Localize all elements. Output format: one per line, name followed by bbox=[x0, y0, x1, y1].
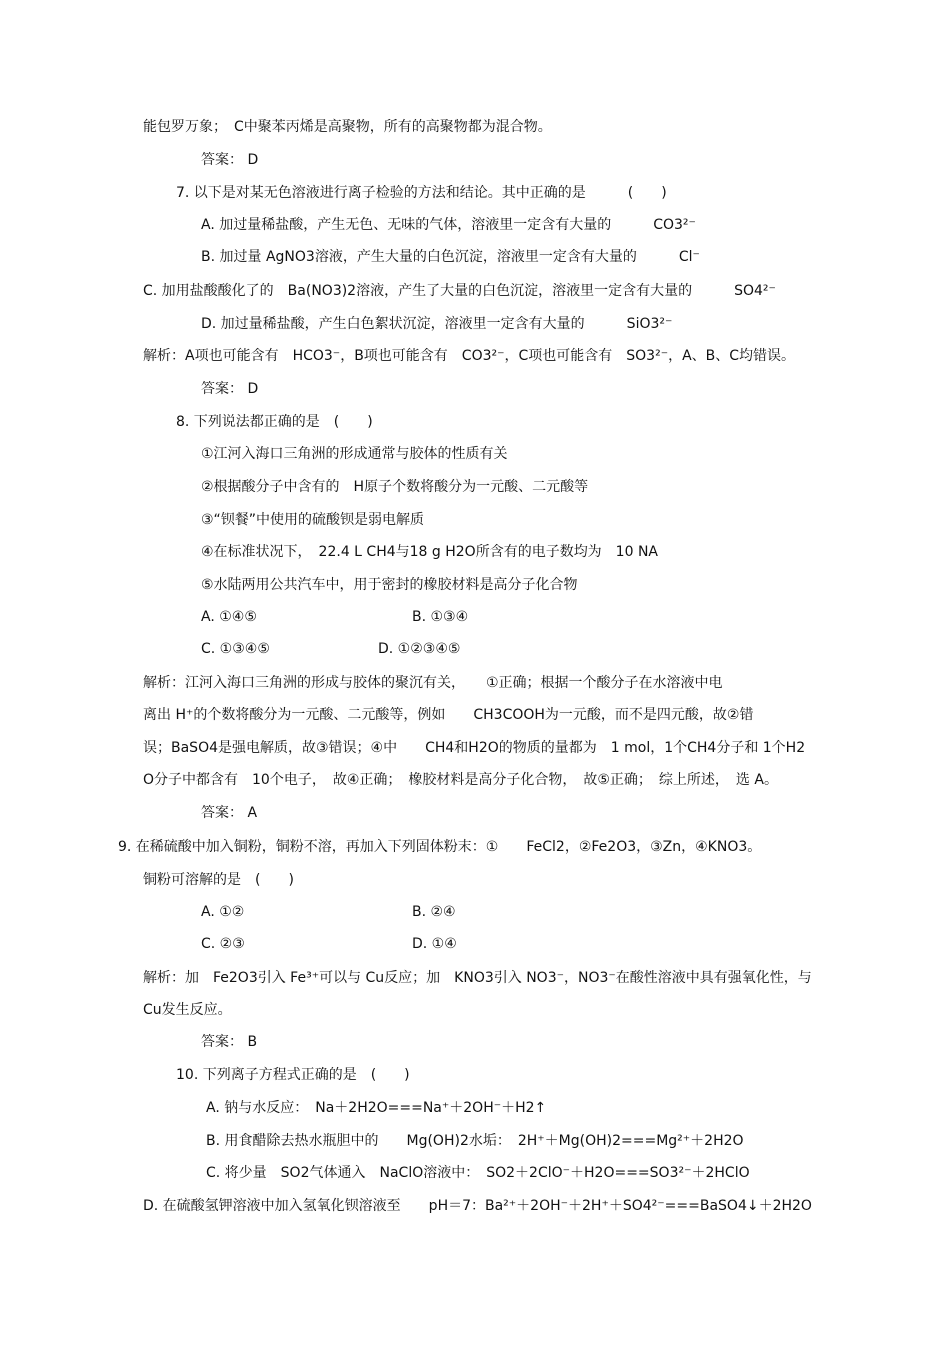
line-text: 解析：加 Fe2O3引入 Fe³⁺可以与 Cu反应；加 KNO3引入 NO3⁻，NO3⁻在酸性溶液中具有强氧化性，与 bbox=[143, 970, 812, 986]
line-text: C. 将少量 SO2气体通入 NaClO溶液中： SO2＋2ClO⁻＋H2O===SO3²⁻＋2HClO bbox=[206, 1165, 750, 1181]
line-text: B. 用食醋除去热水瓶胆中的 Mg(OH)2水垢： 2H⁺＋Mg(OH)2===Mg²⁺＋2H2O bbox=[206, 1133, 744, 1149]
option-a bbox=[201, 608, 257, 626]
line-text: D. ①④ bbox=[412, 936, 457, 952]
statement-2 bbox=[201, 478, 588, 496]
line-text: 答案： D bbox=[201, 152, 259, 168]
option-b bbox=[206, 1132, 744, 1150]
option-b bbox=[201, 248, 700, 266]
statement-3 bbox=[201, 511, 424, 529]
line-text: 7. 以下是对某无色溶液进行离子检验的方法和结论。其中正确的是 ( ) bbox=[176, 185, 667, 201]
text-line bbox=[143, 118, 571, 136]
line-text: 8. 下列说法都正确的是 ( ) bbox=[176, 414, 373, 430]
line-text: B. ②④ bbox=[412, 904, 456, 920]
line-text: 9. 在稀硫酸中加入铜粉，铜粉不溶，再加入下列固体粉末：① FeCl2，②Fe2O3，③Zn，④KNO3。 bbox=[118, 839, 762, 855]
answer-line bbox=[201, 1033, 257, 1051]
option-a bbox=[201, 903, 244, 921]
line-text: 答案： B bbox=[201, 1034, 258, 1050]
analysis-line bbox=[143, 771, 778, 789]
line-text: 能包罗万象； C中聚苯丙烯是高聚物，所有的高聚物都为混合物。 bbox=[143, 119, 552, 135]
line-text: 离出 H⁺的个数将酸分为一元酸、二元酸等，例如 CH3COOH为一元酸，而不是四元酸，故②错 bbox=[143, 707, 754, 723]
line-text: Cu发生反应。 bbox=[143, 1002, 232, 1018]
question-8-stem bbox=[176, 413, 373, 431]
line-text: 解析：江河入海口三角洲的形成与胶体的聚沉有关， ①正确；根据一个酸分子在水溶液中电 bbox=[143, 675, 723, 691]
analysis-line bbox=[143, 674, 723, 692]
question-9-stem bbox=[143, 871, 294, 889]
line-text: B. 加过量 AgNO3溶液，产生大量的白色沉淀，溶液里一定含有大量的 Cl⁻ bbox=[201, 249, 700, 265]
line-text: 10. 下列离子方程式正确的是 ( ) bbox=[176, 1067, 410, 1083]
line-text: O分子中都含有 10个电子， 故④正确； 橡胶材料是高分子化合物， 故⑤正确； 综上所述， 选 A。 bbox=[143, 772, 778, 788]
option-d bbox=[143, 1197, 812, 1215]
line-text: C. ②③ bbox=[201, 936, 245, 952]
option-c bbox=[201, 640, 270, 658]
line-text: ④在标准状况下， 22.4 L CH4与18 g H2O所含有的电子数均为 10 NA bbox=[201, 544, 659, 560]
answer-line bbox=[201, 151, 258, 169]
analysis-line bbox=[143, 1001, 232, 1019]
statement-1 bbox=[201, 445, 508, 463]
line-text: 误；BaSO4是强电解质，故③错误；④中 CH4和H2O的物质的量都为 1 mol，1个CH4分子和 1个H2 bbox=[143, 740, 806, 756]
option-c bbox=[143, 282, 776, 300]
line-text: C. ①③④⑤ bbox=[201, 641, 270, 657]
option-a bbox=[201, 216, 696, 234]
line-text: 答案： D bbox=[201, 381, 259, 397]
line-text: ③“钡餐”中使用的硫酸钡是弱电解质 bbox=[201, 512, 425, 528]
line-text: C. 加用盐酸酸化了的 Ba(NO3)2溶液，产生了大量的白色沉淀，溶液里一定含有大量的 SO4²⁻ bbox=[143, 283, 776, 299]
line-text: A. 钠与水反应： Na＋2H2O===Na⁺＋2OH⁻＋H2↑ bbox=[206, 1100, 547, 1116]
option-c bbox=[206, 1164, 750, 1182]
analysis-line bbox=[143, 969, 812, 987]
line-text: D. ①②③④⑤ bbox=[378, 641, 461, 657]
statement-5 bbox=[201, 576, 578, 594]
line-text: ⑤水陆两用公共汽车中，用于密封的橡胶材料是高分子化合物 bbox=[201, 577, 578, 593]
analysis-line bbox=[143, 347, 795, 365]
option-c bbox=[201, 935, 245, 953]
line-text: 解析：A项也可能含有 HCO3⁻，B项也可能含有 CO3²⁻，C项也可能含有 SO3²⁻，A、B、C均错误。 bbox=[143, 348, 796, 364]
option-d bbox=[378, 640, 460, 658]
line-text: 铜粉可溶解的是 ( ) bbox=[143, 872, 294, 888]
option-a bbox=[206, 1099, 546, 1117]
option-b bbox=[412, 903, 456, 921]
line-text: ①江河入海口三角洲的形成通常与胶体的性质有关 bbox=[201, 446, 508, 462]
answer-line bbox=[201, 380, 258, 398]
line-text: 答案： A bbox=[201, 805, 258, 821]
line-text: A. 加过量稀盐酸，产生无色、无味的气体，溶液里一定含有大量的 CO3²⁻ bbox=[201, 217, 696, 233]
line-text: A. ①④⑤ bbox=[201, 609, 257, 625]
analysis-line bbox=[143, 739, 805, 757]
question-7-stem bbox=[176, 184, 667, 202]
option-b bbox=[412, 608, 468, 626]
analysis-line bbox=[143, 706, 753, 724]
option-d bbox=[201, 315, 672, 333]
line-text: B. ①③④ bbox=[412, 609, 469, 625]
line-text: D. 在硫酸氢钾溶液中加入氢氧化钡溶液至 pH＝7：Ba²⁺＋2OH⁻＋2H⁺＋SO4²⁻===BaSO4↓＋2H2O bbox=[143, 1198, 812, 1214]
statement-4 bbox=[201, 543, 658, 561]
line-text: A. ①② bbox=[201, 904, 245, 920]
line-text: ②根据酸分子中含有的 H原子个数将酸分为一元酸、二元酸等 bbox=[201, 479, 589, 495]
question-10-stem bbox=[176, 1066, 410, 1084]
question-9-stem bbox=[118, 838, 761, 856]
option-d bbox=[412, 935, 457, 953]
answer-line bbox=[201, 804, 257, 822]
line-text: D. 加过量稀盐酸，产生白色絮状沉淀，溶液里一定含有大量的 SiO3²⁻ bbox=[201, 316, 673, 332]
